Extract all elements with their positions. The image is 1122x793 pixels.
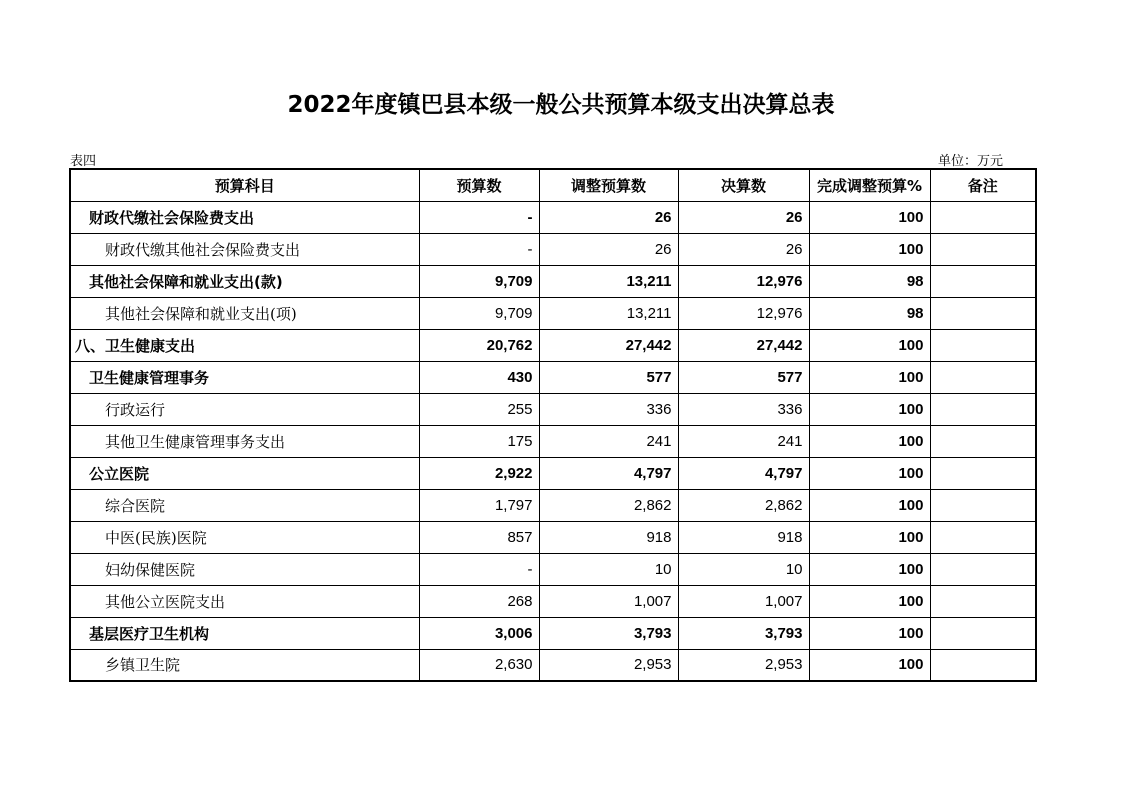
- row-final: 241: [678, 425, 809, 457]
- table-row: [70, 265, 1036, 297]
- table-row: [70, 329, 1036, 361]
- row-note: [930, 425, 1036, 457]
- table-row: [70, 521, 1036, 553]
- row-adjusted: 918: [539, 521, 678, 553]
- row-rate: 100: [809, 649, 930, 681]
- row-adjusted: 241: [539, 425, 678, 457]
- row-final: 10: [678, 553, 809, 585]
- row-adjusted: 2,953: [539, 649, 678, 681]
- row-note: [930, 617, 1036, 649]
- row-rate: 100: [809, 425, 930, 457]
- row-budget: 2,922: [419, 457, 539, 489]
- row-subject: 其他卫生健康管理事务支出: [70, 425, 419, 457]
- row-rate: 100: [809, 361, 930, 393]
- row-budget: 9,709: [419, 265, 539, 297]
- row-subject: 财政代缴其他社会保险费支出: [70, 233, 419, 265]
- row-note: [930, 297, 1036, 329]
- row-adjusted: 2,862: [539, 489, 678, 521]
- row-rate: 98: [809, 297, 930, 329]
- table-row: [70, 489, 1036, 521]
- row-subject: 妇幼保健医院: [70, 553, 419, 585]
- row-final: 26: [678, 233, 809, 265]
- row-subject: 中医(民族)医院: [70, 521, 419, 553]
- row-budget: 857: [419, 521, 539, 553]
- row-final: 918: [678, 521, 809, 553]
- row-rate: 100: [809, 553, 930, 585]
- row-note: [930, 393, 1036, 425]
- header-adjusted: 调整预算数: [539, 169, 678, 201]
- row-adjusted: 26: [539, 233, 678, 265]
- row-adjusted: 1,007: [539, 585, 678, 617]
- row-rate: 100: [809, 233, 930, 265]
- row-note: [930, 361, 1036, 393]
- row-final: 2,862: [678, 489, 809, 521]
- row-adjusted: 577: [539, 361, 678, 393]
- row-subject: 八、卫生健康支出: [70, 329, 419, 361]
- row-subject: 其他社会保障和就业支出(项): [70, 297, 419, 329]
- row-rate: 100: [809, 201, 930, 233]
- row-adjusted: 13,211: [539, 297, 678, 329]
- page-title: 2022年度镇巴县本级一般公共预算本级支出决算总表: [287, 92, 835, 118]
- table-row: [70, 361, 1036, 393]
- row-adjusted: 336: [539, 393, 678, 425]
- header-rate: 完成调整预算%: [809, 169, 930, 201]
- row-adjusted: 4,797: [539, 457, 678, 489]
- row-rate: 98: [809, 265, 930, 297]
- row-budget: -: [419, 201, 539, 233]
- row-note: [930, 457, 1036, 489]
- row-final: 3,793: [678, 617, 809, 649]
- row-note: [930, 329, 1036, 361]
- row-final: 1,007: [678, 585, 809, 617]
- row-budget: 175: [419, 425, 539, 457]
- row-final: 12,976: [678, 265, 809, 297]
- row-note: [930, 521, 1036, 553]
- table-row: [70, 617, 1036, 649]
- row-subject: 综合医院: [70, 489, 419, 521]
- table-row: [70, 585, 1036, 617]
- header-note: 备注: [930, 169, 1036, 201]
- table-row: [70, 297, 1036, 329]
- row-rate: 100: [809, 617, 930, 649]
- row-budget: -: [419, 553, 539, 585]
- row-final: 27,442: [678, 329, 809, 361]
- table-row: [70, 201, 1036, 233]
- row-final: 12,976: [678, 297, 809, 329]
- row-adjusted: 13,211: [539, 265, 678, 297]
- row-subject: 行政运行: [70, 393, 419, 425]
- table-body: [70, 201, 1036, 681]
- header-subject: 预算科目: [70, 169, 419, 201]
- header-final: 决算数: [678, 169, 809, 201]
- row-subject: 其他公立医院支出: [70, 585, 419, 617]
- row-note: [930, 233, 1036, 265]
- unit-label: 单位：万元: [938, 154, 1004, 169]
- row-adjusted: 3,793: [539, 617, 678, 649]
- row-rate: 100: [809, 521, 930, 553]
- row-final: 577: [678, 361, 809, 393]
- row-subject: 其他社会保障和就业支出(款): [70, 265, 419, 297]
- table-row: [70, 425, 1036, 457]
- row-rate: 100: [809, 393, 930, 425]
- row-final: 336: [678, 393, 809, 425]
- row-subject: 公立医院: [70, 457, 419, 489]
- row-budget: 430: [419, 361, 539, 393]
- row-rate: 100: [809, 585, 930, 617]
- table-row: [70, 233, 1036, 265]
- table-number: 表四: [70, 154, 97, 169]
- row-subject: 卫生健康管理事务: [70, 361, 419, 393]
- table-row: [70, 649, 1036, 681]
- row-note: [930, 649, 1036, 681]
- row-budget: 2,630: [419, 649, 539, 681]
- row-note: [930, 265, 1036, 297]
- table-row: [70, 457, 1036, 489]
- row-final: 2,953: [678, 649, 809, 681]
- table-header-row: [70, 169, 1036, 201]
- row-subject: 乡镇卫生院: [70, 649, 419, 681]
- row-rate: 100: [809, 489, 930, 521]
- row-budget: 255: [419, 393, 539, 425]
- table-row: [70, 553, 1036, 585]
- header-budget: 预算数: [419, 169, 539, 201]
- row-budget: 268: [419, 585, 539, 617]
- row-subject: 基层医疗卫生机构: [70, 617, 419, 649]
- row-note: [930, 553, 1036, 585]
- row-budget: 3,006: [419, 617, 539, 649]
- row-subject: 财政代缴社会保险费支出: [70, 201, 419, 233]
- row-budget: 20,762: [419, 329, 539, 361]
- row-adjusted: 27,442: [539, 329, 678, 361]
- budget-table: [69, 168, 1037, 682]
- row-budget: 9,709: [419, 297, 539, 329]
- table-row: [70, 393, 1036, 425]
- row-rate: 100: [809, 329, 930, 361]
- row-adjusted: 10: [539, 553, 678, 585]
- row-final: 26: [678, 201, 809, 233]
- row-note: [930, 585, 1036, 617]
- row-budget: -: [419, 233, 539, 265]
- row-adjusted: 26: [539, 201, 678, 233]
- row-final: 4,797: [678, 457, 809, 489]
- row-rate: 100: [809, 457, 930, 489]
- row-note: [930, 489, 1036, 521]
- row-note: [930, 201, 1036, 233]
- row-budget: 1,797: [419, 489, 539, 521]
